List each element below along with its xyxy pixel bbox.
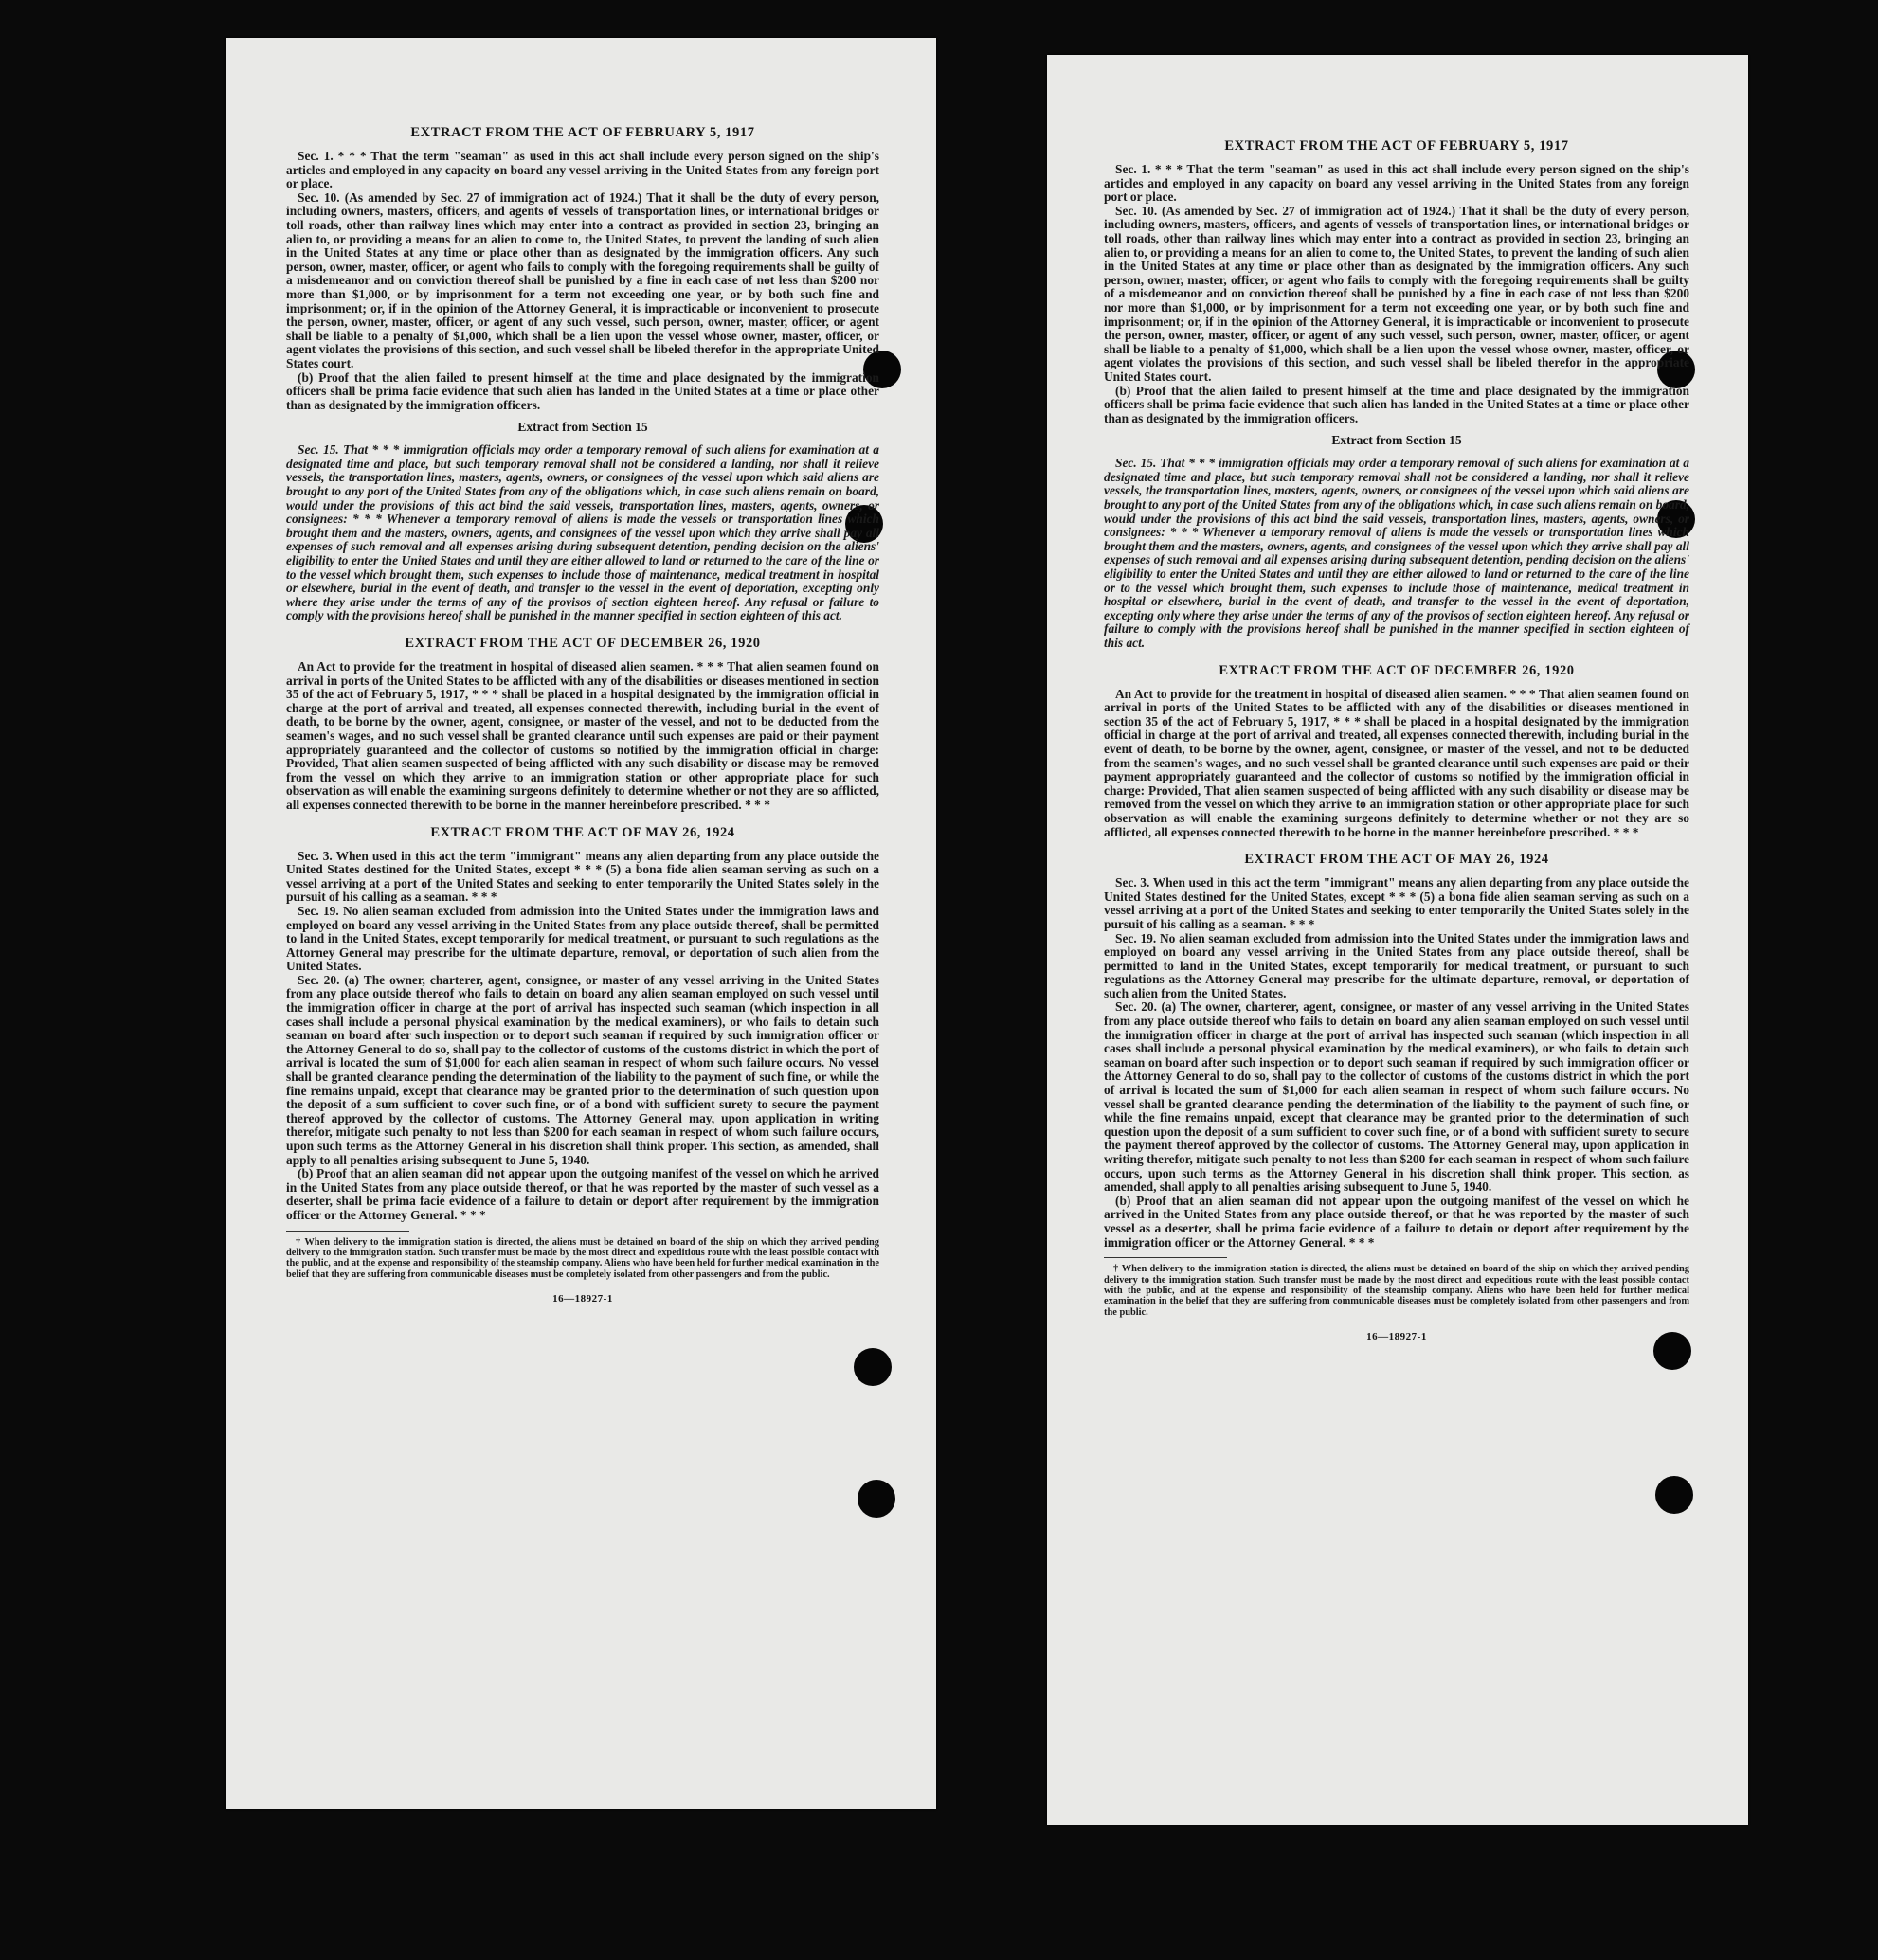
paragraph: (b) Proof that an alien seaman did not appear upon the outgoing manifest of the vessel on which he arrived in the United States from any place outside thereof, or that he was reported by the master of such vessel as a deserter, shall be prima facie evidence of a failure to detain or deport after requirement by the immigration officer or the Attorney General. * * * — [1104, 1193, 1689, 1250]
paragraph: Sec. 1. * * * That the term "seaman" as used in this act shall include every person signed on the ship's articles and employed in any capacity on board any vessel arriving in the United States from any foreign port or place. — [286, 149, 879, 191]
section-title: EXTRACT FROM THE ACT OF MAY 26, 1924 — [1244, 852, 1549, 868]
document-number: 16—18927-1 — [552, 1293, 613, 1305]
paragraph: (b) Proof that an alien seaman did not appear upon the outgoing manifest of the vessel on which he arrived in the United States from any place outside thereof, or that he was reported by the master of such vessel as a deserter, shall be prima facie evidence of a failure to detain or deport after requirement by the immigration officer or the Attorney General. * * * — [286, 1166, 879, 1222]
paragraph: Sec. 15. That * * * immigration officials may order a temporary removal of such aliens for examination at a designated time and place, but such temporary removal shall not be considered a landing, nor shall it relieve vessels, the transportation lines, masters, agents, owners, or consignees of the vessel upon which said aliens are brought to any port of the United States from any of the obligations which, in case such aliens remain on board, would under the provisions of this act bind the said vessels, transportation lines, masters, agents, owners, or consignees: * * * Whenever a temporary removal of aliens is made the vessels or transportation lines which brought them and the masters, owners, agents, and consignees of the vessel upon which they arrive shall pay all expenses of such removal and all expenses arising during subsequent detention, pending decision on the aliens' eligibility to enter the United States and until they are either allowed to land or returned to the care of the line or to the vessel which brought them, such expenses to include those of maintenance, medical treatment in hospital or elsewhere, burial in the event of death, and transfer to the vessel in the event of deportation, excepting only where they arise under the terms of any of the provisos of section eighteen hereof. Any refusal or failure to comply with the provisions hereof shall be punished in the manner specified in section eighteen of this act. — [286, 442, 879, 623]
paragraph: An Act to provide for the treatment in hospital of diseased alien seamen. * * * That alien seamen found on arrival in ports of the United States to be afflicted with any of the disabilities or diseases mentioned in section 35 of the act of February 5, 1917, * * * shall be placed in a hospital designated by the immigration official in charge at the port of arrival and treated, all expenses connected therewith, including burial in the event of death, to be borne by the owner, agent, consignee, or master of the vessel, and not to be deducted from the seamen's wages, and no such vessel shall be granted clearance until such expenses are paid or their payment appropriately guaranteed and the collector of customs so notified by the immigration official in charge: Provided, That alien seamen suspected of being afflicted with any such disability or disease may be removed from the vessel on which they arrive to an immigration station or other appropriate place for such observation as will enable the examining surgeons definitely to determine whether or not they are so afflicted, all expenses connected therewith to be borne in the manner hereinbefore prescribed. * * * — [1104, 686, 1689, 839]
document-page-right — [1047, 55, 1748, 1825]
paragraph: Sec. 3. When used in this act the term "immigrant" means any alien departing from any place outside the United States destined for the United States, except * * * (5) a bona fide alien seaman serving as such on a vessel arriving at a port of the United States and seeking to enter temporarily the United States solely in the pursuit of his calling as a seaman. * * * — [286, 848, 879, 905]
section-title: EXTRACT FROM THE ACT OF MAY 26, 1924 — [430, 824, 735, 840]
paragraph: Sec. 1. * * * That the term "seaman" as used in this act shall include every person signed on the ship's articles and employed in any capacity on board any vessel arriving in the United States from any foreign port or place. — [1104, 162, 1689, 205]
section-subtitle: Extract from Section 15 — [1331, 433, 1462, 448]
footnote-rule — [286, 1231, 409, 1232]
section-title: EXTRACT FROM THE ACT OF DECEMBER 26, 1920 — [1219, 662, 1575, 678]
paragraph: Sec. 20. (a) The owner, charterer, agent, consignee, or master of any vessel arriving in the United States from any place outside thereof who fails to detain on board any alien seaman employed on such vessel until the immigration officer in charge at the port of arrival has inspected such seaman (which inspection in all cases shall include a personal physical examination by the medical examiners), or who fails to detain such seaman on board after such inspection or to deport such seaman if required by such immigration officer or the Attorney General to do so, shall pay to the collector of customs of the customs district in which the port of arrival is located the sum of $1,000 for each alien seaman in respect of whom such failure occurs. No vessel shall be granted clearance pending the determination of the liability to the payment of such fine, or while the fine remains unpaid, except that clearance may be granted prior to the determination of such question upon the deposit of a sum sufficient to cover such fine, or of a bond with sufficient surety to secure the payment thereof approved by the collector of customs. The Attorney General may, upon application in writing therefor, mitigate such penalty to not less than $200 for each seaman in respect of whom such failure occurs, upon such terms as the Attorney General in his discretion shall think proper. This section, as amended, shall apply to all penalties arising subsequent to June 5, 1940. — [286, 972, 879, 1167]
paragraph: (b) Proof that the alien failed to present himself at the time and place designated by the immigration officers shall be prima facie evidence that such alien has landed in the United States at a time or place other than as designated by the immigration officers. — [286, 369, 879, 412]
paragraph: Sec. 15. That * * * immigration officials may order a temporary removal of such aliens for examination at a designated time and place, but such temporary removal shall not be considered a landing, nor shall it relieve vessels, the transportation lines, masters, agents, owners, or consignees of the vessel upon which said aliens are brought to any port of the United States from any of the obligations which, in case such aliens remain on board, would under the provisions of this act bind the said vessels, transportation lines, masters, agents, owners, or consignees: * * * Whenever a temporary removal of aliens is made the vessels or transportation lines which brought them and the masters, owners, agents, and consignees of the vessel upon which they arrive shall pay all expenses of such removal and all expenses arising during subsequent detention, pending decision on the aliens' eligibility to enter the United States and until they are either allowed to land or returned to the care of the line or to the vessel which brought them, such expenses to include those of maintenance, medical treatment in hospital or elsewhere, burial in the event of death, and transfer to the vessel in the event of deportation, excepting only where they arise under the terms of any of the provisos of section eighteen hereof. Any refusal or failure to comply with the provisions hereof shall be punished in the manner specified in section eighteen of this act. — [1104, 456, 1689, 650]
paragraph: Sec. 10. (As amended by Sec. 27 of immigration act of 1924.) That it shall be the duty of every person, including owners, masters, officers, and agents of vessels of transportation lines, or international bridges or toll roads, other than railway lines which may enter into a contract as provided in section 23, bringing an alien to, or providing a means for an alien to come to, the United States, to prevent the landing of such alien in the United States at any time or place other than as designated by the immigration officers. Any such person, owner, master, officer, or agent who fails to comply with the foregoing requirements shall be guilty of a misdemeanor and on conviction thereof shall be punished by a fine in each case of not less than $200 nor more than $1,000, or by imprisonment for a term not exceeding one year, or by both such fine and imprisonment; or, if in the opinion of the Attorney General, it is impracticable or inconvenient to prosecute the person, owner, master, officer, or agent of any such vessel, such person, owner, master, officer, or agent shall be liable to a penalty of $1,000, which shall be a lien upon the vessel whose owner, master, officer, or agent violates the provisions of this section, and such vessel shall be libeled therefor in the appropriate United States court. — [1104, 203, 1689, 384]
punch-hole — [854, 1348, 892, 1386]
paragraph: Sec. 19. No alien seaman excluded from admission into the United States under the immigration laws and employed on board any vessel arriving in the United States from any place outside thereof, shall be permitted to land in the United States, except temporarily for medical treatment, or pursuant to such regulations as the Attorney General may prescribe for the ultimate departure, removal, or deportation of such alien from the United States. — [286, 903, 879, 974]
paragraph: Sec. 19. No alien seaman excluded from admission into the United States under the immigration laws and employed on board any vessel arriving in the United States from any place outside thereof, shall be permitted to land in the United States, except temporarily for medical treatment, or pursuant to such regulations as the Attorney General may prescribe for the ultimate departure, removal, or deportation of such alien from the United States. — [1104, 930, 1689, 1000]
section-subtitle: Extract from Section 15 — [517, 420, 648, 435]
footnote: † When delivery to the immigration station is directed, the aliens must be detained on board of the ship on which they arrived pending delivery to the immigration station. Such transfer must be made by the most direct and expeditious route with the least possible contact with the public, and at the expense and responsibility of the steamship company. Aliens who have been held for further medical examination in the belief that they are suffering from communicable diseases must be completely isolated from other passengers and from the public. — [1104, 1264, 1689, 1318]
paragraph: An Act to provide for the treatment in hospital of diseased alien seamen. * * * That alien seamen found on arrival in ports of the United States to be afflicted with any of the disabilities or diseases mentioned in section 35 of the act of February 5, 1917, * * * shall be placed in a hospital designated by the immigration official in charge at the port of arrival and treated, all expenses connected therewith, including burial in the event of death, to be borne by the owner, agent, consignee, or master of the vessel, and not to be deducted from the seamen's wages, and no such vessel shall be granted clearance until such expenses are paid or their payment appropriately guaranteed and the collector of customs so notified by the immigration official in charge: Provided, That alien seamen suspected of being afflicted with any such disability or disease may be removed from the vessel on which they arrive to an immigration station or other appropriate place for such observation as will enable the examining surgeons definitely to determine whether or not they are so afflicted, all expenses connected therewith to be borne in the manner hereinbefore prescribed. * * * — [286, 659, 879, 812]
punch-hole — [858, 1480, 895, 1518]
paragraph: Sec. 10. (As amended by Sec. 27 of immigration act of 1924.) That it shall be the duty of every person, including owners, masters, officers, and agents of vessels of transportation lines, or international bridges or toll roads, other than railway lines which may enter into a contract as provided in section 23, bringing an alien to, or providing a means for an alien to come to, the United States, to prevent the landing of such alien in the United States at any time or place other than as designated by the immigration officers. Any such person, owner, master, officer, or agent who fails to comply with the foregoing requirements shall be guilty of a misdemeanor and on conviction thereof shall be punished by a fine in each case of not less than $200 nor more than $1,000, or by imprisonment for a term not exceeding one year, or by both such fine and imprisonment; or, if in the opinion of the Attorney General, it is impracticable or inconvenient to prosecute the person, owner, master, officer, or agent of any such vessel, such person, owner, master, officer, or agent shall be liable to a penalty of $1,000, which shall be a lien upon the vessel whose owner, master, officer, or agent violates the provisions of this section, and such vessel shall be libeled therefor in the appropriate United States court. — [286, 189, 879, 370]
footnote-rule — [1104, 1257, 1227, 1258]
document-number: 16—18927-1 — [1366, 1331, 1427, 1343]
paragraph: Sec. 3. When used in this act the term "immigrant" means any alien departing from any place outside the United States destined for the United States, except * * * (5) a bona fide alien seaman serving as such on a vessel arriving at a port of the United States and seeking to enter temporarily the United States solely in the pursuit of his calling as a seaman. * * * — [1104, 875, 1689, 931]
section-title: EXTRACT FROM THE ACT OF FEBRUARY 5, 1917 — [1224, 138, 1569, 153]
paragraph: (b) Proof that the alien failed to present himself at the time and place designated by the immigration officers shall be prima facie evidence that such alien has landed in the United States at a time or place other than as designated by the immigration officers. — [1104, 383, 1689, 425]
document-page-left — [226, 38, 936, 1809]
section-title: EXTRACT FROM THE ACT OF DECEMBER 26, 1920 — [405, 636, 761, 651]
section-title: EXTRACT FROM THE ACT OF FEBRUARY 5, 1917 — [410, 125, 755, 140]
footnote: † When delivery to the immigration station is directed, the aliens must be detained on board of the ship on which they arrived pending delivery to the immigration station. Such transfer must be made by the most direct and expeditious route with the least possible contact with the public, and at the expense and responsibility of the steamship company. Aliens who have been held for further medical examination in the belief that they are suffering from communicable diseases must be completely isolated from other passengers and from the public. — [286, 1236, 879, 1280]
punch-hole — [1655, 1476, 1693, 1514]
paragraph: Sec. 20. (a) The owner, charterer, agent, consignee, or master of any vessel arriving in the United States from any place outside thereof who fails to detain on board any alien seaman employed on such vessel until the immigration officer in charge at the port of arrival has inspected such seaman (which inspection in all cases shall include a personal physical examination by the medical examiners), or who fails to detain such seaman on board after such inspection or to deport such seaman if required by such immigration officer or the Attorney General to do so, shall pay to the collector of customs of the customs district in which the port of arrival is located the sum of $1,000 for each alien seaman in respect of whom such failure occurs. No vessel shall be granted clearance pending the determination of the liability to the payment of such fine, or while the fine remains unpaid, except that clearance may be granted prior to the determination of such question upon the deposit of a sum sufficient to cover such fine, or of a bond with sufficient surety to secure the payment thereof approved by the collector of customs. The Attorney General may, upon application in writing therefor, mitigate such penalty to not less than $200 for each seaman in respect of whom such failure occurs, upon such terms as the Attorney General in his discretion shall think proper. This section, as amended, shall apply to all penalties arising subsequent to June 5, 1940. — [1104, 999, 1689, 1195]
